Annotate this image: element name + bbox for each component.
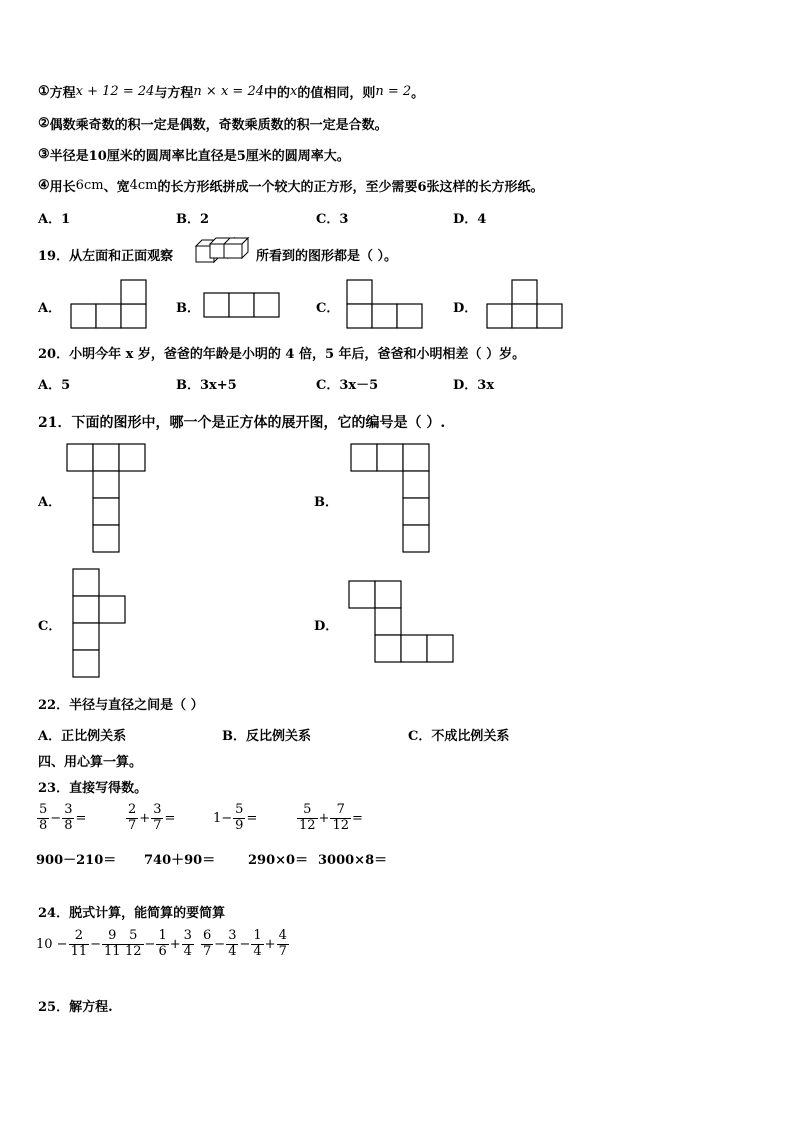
q19-figure-d [486,280,566,330]
q21-net-b [350,443,432,555]
q22-question: 22．半径与直径之间是（ ） [38,698,204,713]
q21-question: 21．下面的图形中，哪一个是正方体的展开图，它的编号是（ ）. [38,415,446,431]
q18-option-a[interactable]: A．1 [38,212,71,227]
q21-option-b[interactable]: B． [314,495,338,510]
q21-option-c[interactable]: C． [38,619,62,634]
q23-expr-b: $\frac{2}{7}$ + $\frac{3}{7}$ = [128,802,176,833]
q19-option-c[interactable]: C． [316,301,340,316]
q23-expr-d: $\frac{5}{12}$ + $\frac{7}{12}$ = [299,802,363,833]
q22-option-a[interactable]: A．正比例关系 [38,729,127,744]
q18-option-b[interactable]: B．2 [176,212,210,227]
q23-plain-3: 290×0＝ [248,853,309,868]
q19-figure-b [203,292,283,322]
q23-plain-2: 740＋90＝ [144,853,216,868]
q19-option-d[interactable]: D． [453,301,478,316]
section-heading: 四、用心算一算。 [38,755,143,770]
q18-option-c[interactable]: C．3 [316,212,349,227]
statement-4: ④ 用长 6cm 、宽 4cm 的长方形纸拼成一个较大的正方形，至少需要6张这样的长方形纸。 [38,178,544,195]
q19-figure-a [70,280,150,330]
q23-plain-1: 900－210＝ [36,853,117,868]
q25-title: 25．解方程. [38,1000,113,1015]
q19-question-end: 所看到的图形都是（ ）。 [256,249,398,264]
q23-expr-c: 1− $\frac{5}{9}$ = [213,802,258,833]
q20-question: 20．小明今年 x 岁，爸爸的年龄是小明的 4 倍，5 年后，爸爸和小明相差（ ）岁。 [38,347,526,362]
q24-expr-2: $\frac{5}{12}$ − $\frac{1}{6}$ + $\frac{3}{4}$ [125,928,192,959]
q22-option-c[interactable]: C．不成比例关系 [408,729,510,744]
q19-option-a[interactable]: A． [38,301,62,316]
q21-net-d [348,580,458,666]
q20-option-d[interactable]: D．3x [453,378,495,393]
q21-option-a[interactable]: A． [38,495,62,510]
q22-option-b[interactable]: B．反比例关系 [222,729,311,744]
q23-title: 23．直接写得数。 [38,781,148,796]
q24-expr-1: 10 − $\frac{2}{11}$ − $\frac{9}{11}$ [36,928,121,959]
q24-expr-3: $\frac{6}{7}$ − $\frac{3}{4}$ − $\frac{1}{4}$ + $\frac{4}{7}$ [203,928,287,959]
q20-option-a[interactable]: A．5 [38,378,71,393]
q23-plain-4: 3000×8＝ [318,853,388,868]
q20-option-b[interactable]: B．3x+5 [176,378,237,393]
q21-net-a [66,443,148,555]
q18-option-d[interactable]: D．4 [453,212,487,227]
q24-title: 24．脱式计算，能简算的要简算 [38,906,226,921]
q19-question-start: 19．从左面和正面观察 [38,249,174,264]
q19-option-b[interactable]: B． [176,301,200,316]
q23-expr-a: $\frac{5}{8}$ − $\frac{3}{8}$ = [39,802,87,833]
q21-net-c [72,568,130,682]
statement-1: ① 方程 x + 12 = 24 与方程 n × x = 24 中的 x 的值相同，则 n = 2 。 [38,84,425,101]
q19-figure-c [346,280,426,330]
statement-2: ② 偶数乘奇数的积一定是偶数，奇数乘质数的积一定是合数。 [38,116,388,133]
statement-3: ③ 半径是10厘米的圆周率比直径是5厘米的圆周率大。 [38,147,350,164]
q20-option-c[interactable]: C．3x－5 [316,378,379,393]
q21-option-d[interactable]: D． [314,619,339,634]
cube-stack-figure [188,236,248,268]
